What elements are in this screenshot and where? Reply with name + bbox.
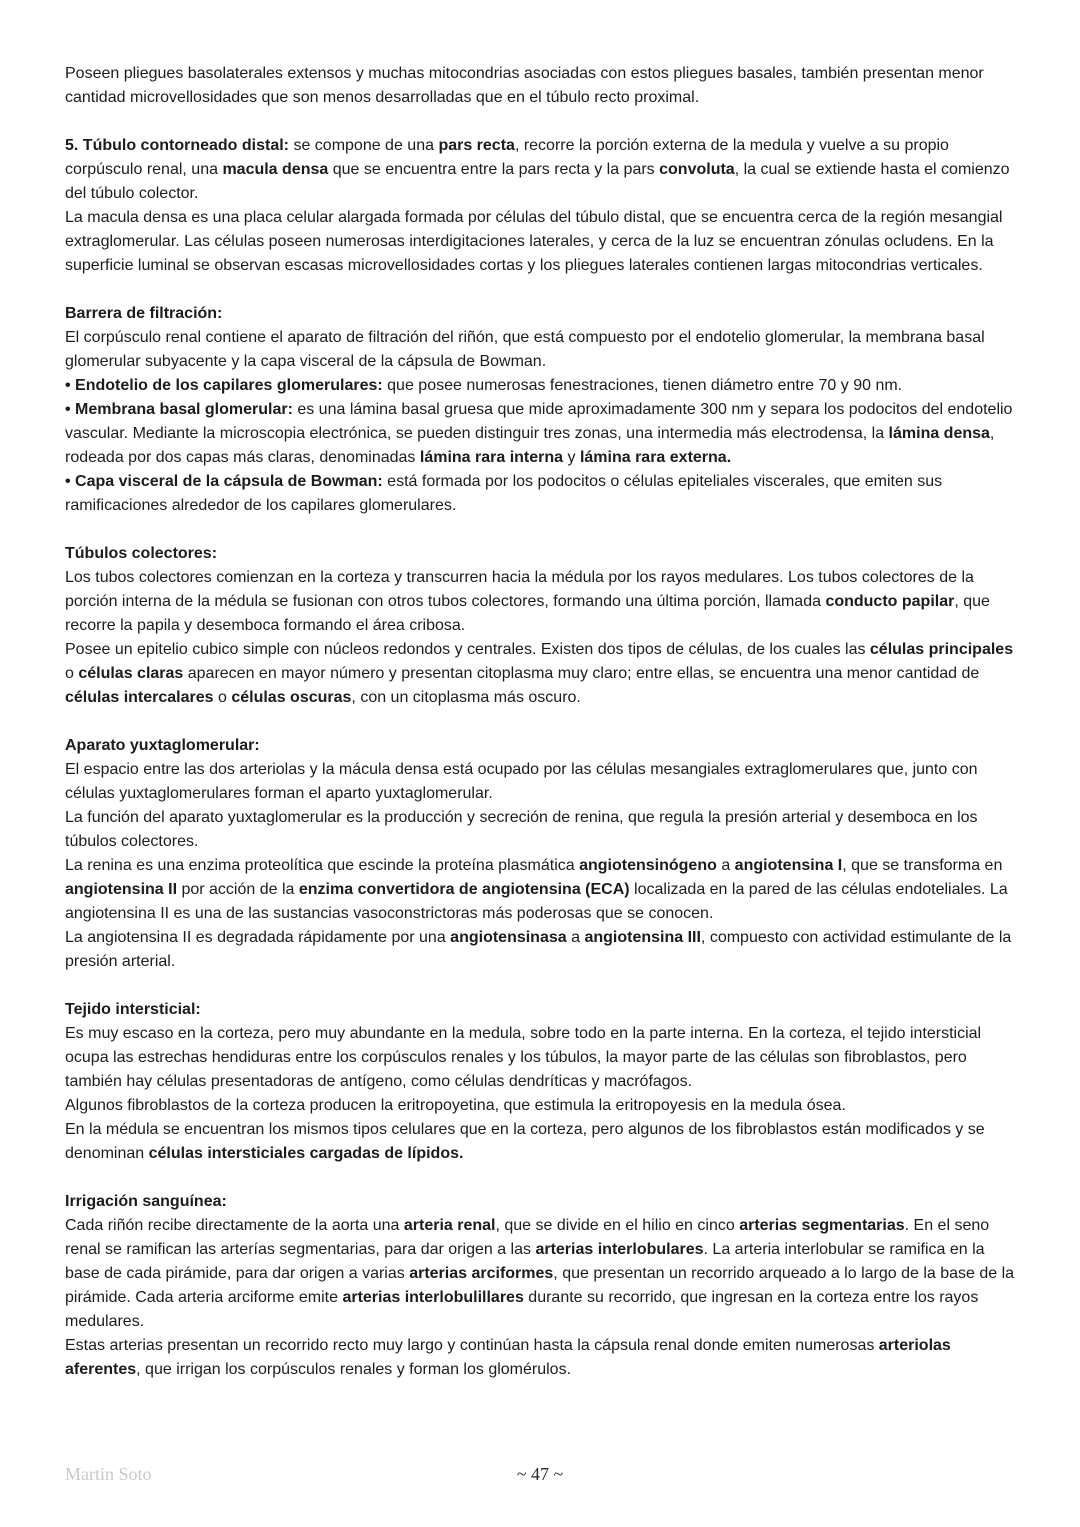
text: Estas arterias presentan un recorrido recto muy largo y continúan hasta la cápsula renal donde emiten numerosas — [65, 1337, 879, 1354]
paragraph — [65, 1334, 1017, 1382]
section-heading — [65, 734, 1017, 758]
bold-text: enzima convertidora de angiotensina (ECA) — [298, 881, 630, 898]
bold-text: Aparato yuxtaglomerular: — [65, 737, 260, 754]
text: por acción de la — [177, 881, 299, 898]
text: durante su recorrido, que ingresan en la corteza entre los rayos medulares. — [65, 1289, 979, 1330]
paragraph — [65, 1022, 1017, 1094]
section-heading — [65, 1190, 1017, 1214]
text: a — [716, 857, 735, 874]
bold-text: • Endotelio de los capilares glomerulares: — [65, 377, 383, 394]
text: , que se transforma en — [842, 857, 1003, 874]
bold-text: conducto papilar — [825, 593, 955, 610]
page-number: ~ 47 ~ — [516, 1464, 564, 1484]
bold-text: arteriolas aferentes — [65, 1337, 951, 1378]
text: , que recorre la papila y desemboca formando el área cribosa. — [65, 593, 990, 634]
bold-text: células oscuras — [231, 689, 352, 706]
text: que se encuentra entre la pars recta y la pars — [328, 161, 660, 178]
text: La función del aparato yuxtaglomerular es la producción y secreción de renina, que regula la presión arterial y desemboca en los túbulos colectores. — [65, 809, 978, 850]
text: En la médula se encuentran los mismos tipos celulares que en la corteza, pero algunos de los fibroblastos están modificados y se denominan — [65, 1121, 985, 1162]
paragraph — [65, 1094, 1017, 1118]
bold-text: pars recta — [438, 137, 515, 154]
bold-text: convoluta — [659, 161, 735, 178]
paragraph — [65, 758, 1017, 806]
paragraph — [65, 926, 1017, 974]
text: , compuesto con actividad estimulante de la presión arterial. — [65, 929, 1012, 970]
text: Los tubos colectores comienzan en la corteza y transcurren hacia la médula por los rayos medulares. Los tubos colectores de la porción interna de la médula se fusionan con otros tubos colectores, formando una última porción, llamada — [65, 569, 974, 610]
bold-text: Barrera de filtración: — [65, 305, 223, 322]
paragraph — [65, 1118, 1017, 1166]
text: El espacio entre las dos arteriolas y la mácula densa está ocupado por las células mesangiales extraglomerulares que, junto con células yuxtaglomerulares forman el aparto yuxtaglomerular. — [65, 761, 978, 802]
bold-text: arterias interlobulares — [535, 1241, 704, 1258]
text: está formada por los podocitos o células epiteliales viscerales, que emiten sus ramificaciones alrededor de los capilares glomerulares. — [65, 473, 943, 514]
paragraph — [65, 62, 1017, 110]
section-heading — [65, 302, 1017, 326]
bold-text: células intercalares — [65, 689, 214, 706]
bold-text: lámina densa — [888, 425, 990, 442]
bold-text: lámina rara interna — [419, 449, 564, 466]
bold-text: arterias arciformes — [409, 1265, 554, 1282]
author-name: Martin Soto — [65, 1464, 152, 1484]
bold-text: • Membrana basal glomerular: — [65, 401, 293, 418]
paragraph — [65, 326, 1017, 374]
bold-text: arterias segmentarias — [739, 1217, 905, 1234]
text: La angiotensina II es degradada rápidamente por una — [65, 929, 451, 946]
section-heading — [65, 542, 1017, 566]
paragraph — [65, 854, 1017, 926]
text: y — [563, 449, 580, 466]
text: , rodeada por dos capas más claras, denominadas — [65, 425, 995, 466]
paragraph — [65, 638, 1017, 710]
paragraph — [65, 1214, 1017, 1334]
bold-text: células intersticiales cargadas de lípidos. — [148, 1145, 464, 1162]
paragraph — [65, 134, 1017, 206]
text: . La arteria interlobular se ramifica en la base de cada pirámide, para dar origen a varias — [65, 1241, 985, 1282]
bold-text: angiotensina III — [584, 929, 701, 946]
text: , que se divide en el hilio en cinco — [495, 1217, 740, 1234]
bold-text: angiotensina II — [65, 881, 178, 898]
bold-text: lámina rara externa. — [579, 449, 732, 466]
text: La macula densa es una placa celular alargada formada por células del túbulo distal, que se encuentra cerca de la región mesangial extraglomerular. Las células poseen numerosas interdigitaciones laterales, y cerca de la luz se encuentran zónulas ocludens. En la superficie luminal se observan escasas microvellosidades cortas y los pliegues laterales contienen largas mitocondrias verticales. — [65, 209, 1003, 274]
text: se compone de una — [289, 137, 439, 154]
paragraph — [65, 806, 1017, 854]
text: El corpúsculo renal contiene el aparato de filtración del riñón, que está compuesto por el endotelio glomerular, la membrana basal glomerular subyacente y la capa visceral de la cápsula de Bowman. — [65, 329, 985, 370]
bullet-paragraph — [65, 374, 1017, 398]
bold-text: 5. Túbulo contorneado distal: — [65, 137, 289, 154]
paragraph — [65, 206, 1017, 278]
text: , recorre la porción externa de la medula y vuelve a su propio corpúsculo renal, una — [65, 137, 949, 178]
bold-text: Túbulos colectores: — [65, 545, 218, 562]
text: Posee un epitelio cubico simple con núcleos redondos y centrales. Existen dos tipos de células, de los cuales las — [65, 641, 870, 658]
bold-text: • Capa visceral de la cápsula de Bowman: — [65, 473, 383, 490]
section-heading — [65, 998, 1017, 1022]
page-footer — [65, 1462, 1015, 1488]
bold-text: arterias interlobulillares — [342, 1289, 524, 1306]
text: que posee numerosas fenestraciones, tienen diámetro entre 70 y 90 nm. — [382, 377, 903, 394]
text: Cada riñón recibe directamente de la aorta una — [65, 1217, 404, 1234]
text: Poseen pliegues basolaterales extensos y muchas mitocondrias asociadas con estos pliegues basales, también presentan menor cantidad microvellosidades que son menos desarrolladas que en el túbulo recto proximal. — [65, 65, 984, 106]
paragraph — [65, 566, 1017, 638]
text: , que irrigan los corpúsculos renales y forman los glomérulos. — [136, 1361, 572, 1378]
text: aparecen en mayor número y presentan citoplasma muy claro; entre ellas, se encuentra una menor cantidad de — [183, 665, 980, 682]
document-body — [65, 62, 1017, 1382]
text: es una lámina basal gruesa que mide aproximadamente 300 nm y separa los podocitos del endotelio vascular. Mediante la microscopia electrónica, se pueden distinguir tres zonas, una intermedia más electrodensa, la — [65, 401, 1013, 442]
text: Es muy escaso en la corteza, pero muy abundante en la medula, sobre todo en la parte interna. En la corteza, el tejido intersticial ocupa las estrechas hendiduras entre los corpúsculos renales y los túbulos, la mayor parte de las células son fibroblastos, pero también hay células presentadoras de antígeno, como células dendríticas y macrófagos. — [65, 1025, 982, 1090]
text: Algunos fibroblastos de la corteza producen la eritropoyetina, que estimula la eritropoyesis en la medula ósea. — [65, 1097, 846, 1114]
bold-text: angiotensina I — [734, 857, 843, 874]
bold-text: arteria renal — [403, 1217, 496, 1234]
bold-text: células claras — [78, 665, 184, 682]
bold-text: angiotensinasa — [450, 929, 567, 946]
text: a — [566, 929, 585, 946]
bullet-paragraph — [65, 398, 1017, 470]
text: localizada en la pared de las células endoteliales. La angiotensina II es una de las sustancias vasoconstrictoras más poderosas que se conocen. — [65, 881, 1008, 922]
bold-text: Tejido intersticial: — [65, 1001, 201, 1018]
bold-text: Irrigación sanguínea: — [65, 1193, 227, 1210]
text: o — [65, 665, 79, 682]
bold-text: macula densa — [222, 161, 329, 178]
text: , que presentan un recorrido arqueado a lo largo de la base de la pirámide. Cada arteria arciforme emite — [65, 1265, 1015, 1306]
text: , la cual se extiende hasta el comienzo del túbulo colector. — [65, 161, 1010, 202]
text: La renina es una enzima proteolítica que escinde la proteína plasmática — [65, 857, 580, 874]
text: . En el seno renal se ramifican las arterías segmentarias, para dar origen a las — [65, 1217, 990, 1258]
bullet-paragraph — [65, 470, 1017, 518]
bold-text: células principales — [869, 641, 1014, 658]
text: o — [213, 689, 232, 706]
bold-text: angiotensinógeno — [579, 857, 717, 874]
text: , con un citoplasma más oscuro. — [351, 689, 581, 706]
